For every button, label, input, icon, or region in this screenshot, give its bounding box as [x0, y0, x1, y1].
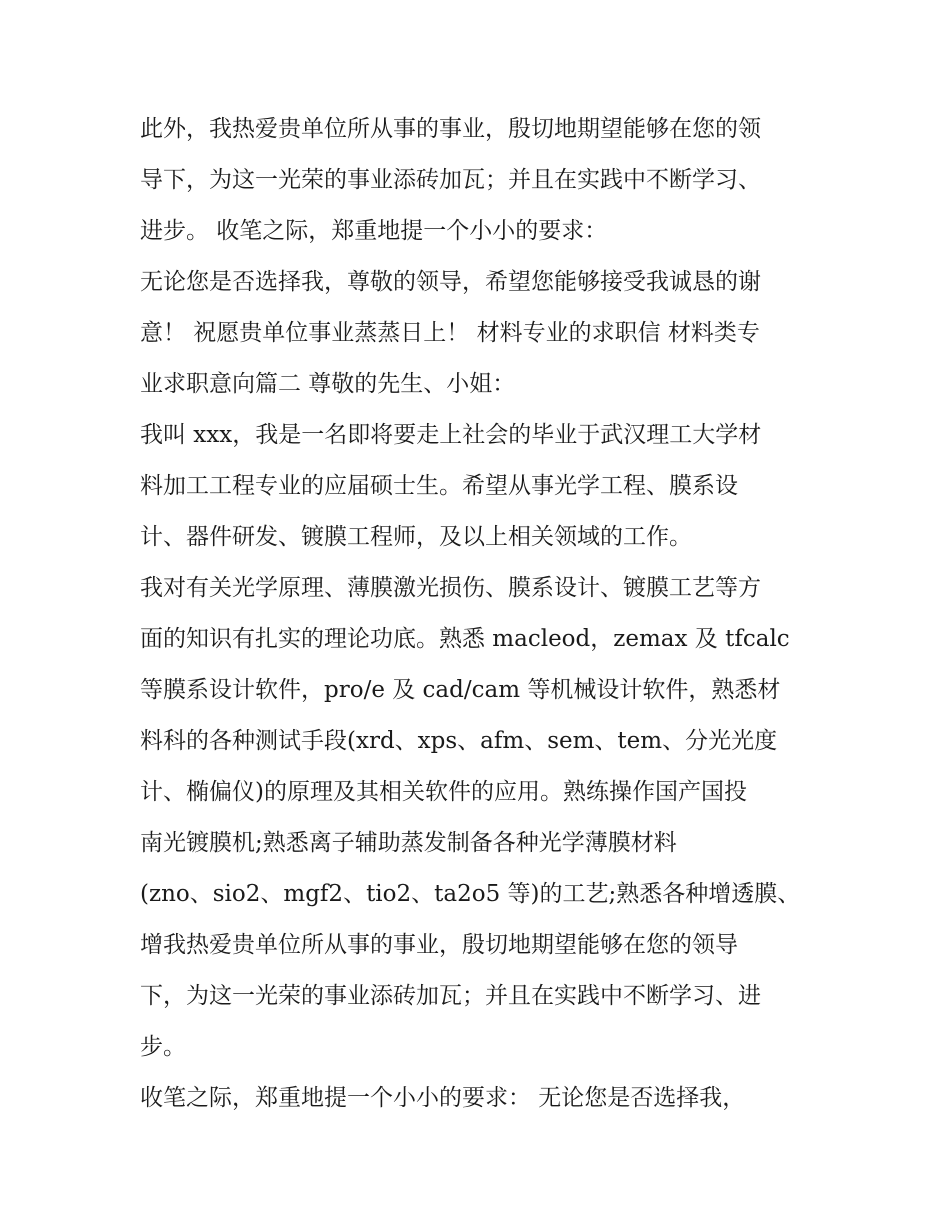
text-line: 下，为这一光荣的事业添砖加瓦；并且在实践中不断学习、进	[140, 983, 761, 1009]
text-line: 料加工工程专业的应届硕士生。希望从事光学工程、膜系设	[140, 473, 738, 499]
text-line: 计、椭偏仪)的原理及其相关软件的应用。熟练操作国产国投	[140, 779, 747, 805]
text-line: 意！ 祝愿贵单位事业蒸蒸日上！ 材料专业的求职信 材料类专	[140, 320, 760, 346]
text-line: 收笔之际，郑重地提一个小小的要求： 无论您是否选择我，	[140, 1085, 746, 1111]
document-body	[140, 104, 815, 1124]
text-line: 进步。 收笔之际，郑重地提一个小小的要求：	[140, 218, 608, 244]
text-line: 南光镀膜机;熟悉离子辅助蒸发制备各种光学薄膜材料	[140, 830, 677, 856]
text-line: 导下，为这一光荣的事业添砖加瓦；并且在实践中不断学习、	[140, 167, 761, 193]
text-line: 料科的各种测试手段(xrd、xps、afm、sem、tem、分光光度	[140, 728, 778, 754]
text-line: 步。	[140, 1034, 186, 1060]
text-line: 计、器件研发、镀膜工程师，及以上相关领域的工作。	[140, 524, 692, 550]
text-line: 此外，我热爱贵单位所从事的事业，殷切地期望能够在您的领	[140, 116, 761, 142]
text-line: 等膜系设计软件，pro/e 及 cad/cam 等机械设计软件，熟悉材	[140, 677, 781, 703]
text-line: 我叫 xxx，我是一名即将要走上社会的毕业于武汉理工大学材	[140, 422, 762, 448]
text-line: 无论您是否选择我，尊敬的领导，希望您能够接受我诚恳的谢	[140, 269, 761, 295]
text-line: 我对有关光学原理、薄膜激光损伤、膜系设计、镀膜工艺等方	[140, 575, 761, 601]
text-line: 业求职意向篇二 尊敬的先生、小姐：	[140, 371, 516, 397]
text-line: 面的知识有扎实的理论功底。熟悉 macleod，zemax 及 tfcalc	[140, 626, 790, 652]
text-line: 增我热爱贵单位所从事的事业，殷切地期望能够在您的领导	[140, 932, 738, 958]
text-line: (zno、sio2、mgf2、tio2、ta2o5 等)的工艺;熟悉各种增透膜、	[140, 881, 801, 907]
